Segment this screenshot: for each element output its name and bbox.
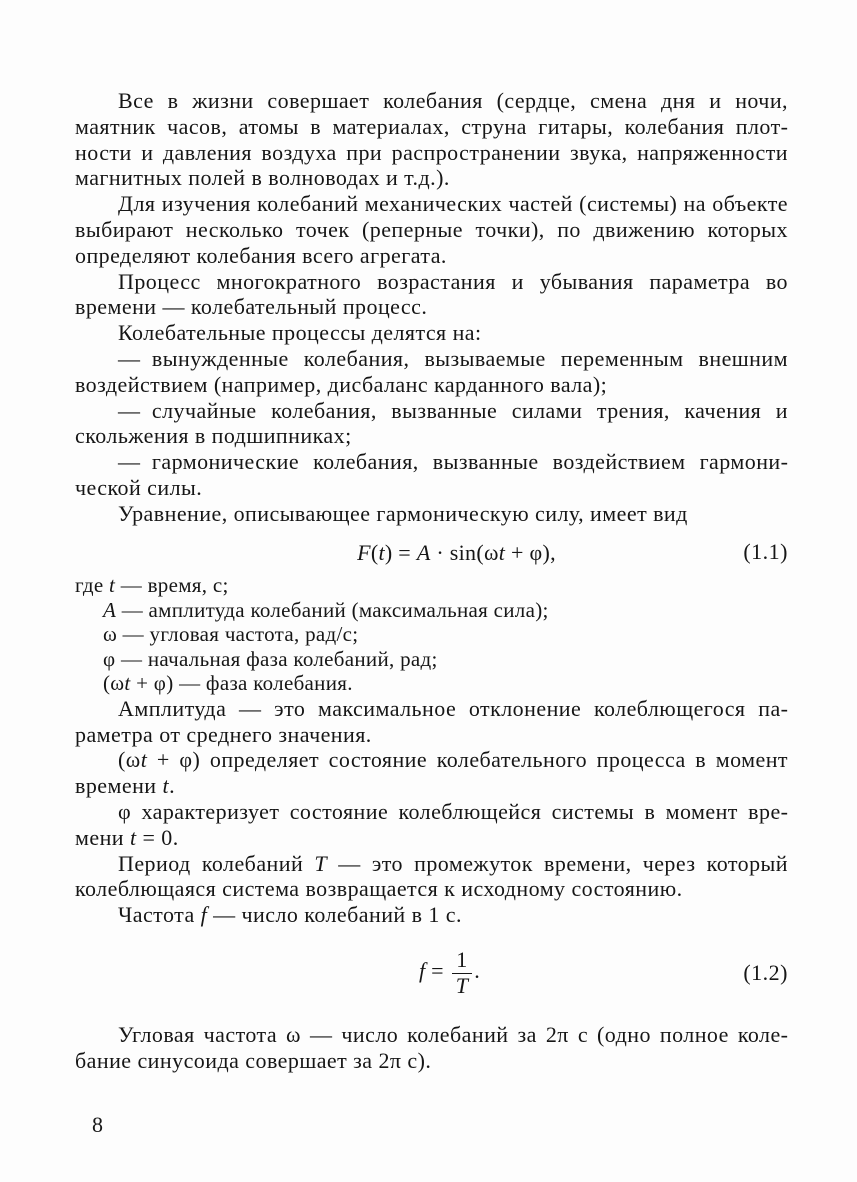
paragraph-amplitude-definition: Амплитуда — это максимальное отклонение колеблющегося параметра от среднего значения. (75, 695, 788, 747)
list-item-random-oscillations: — случайные колебания, вызванные силами трения, качения и скольжения в подшипниках; (75, 397, 788, 449)
equation-number: (1.2) (743, 960, 788, 986)
text-run: · sin(ω (430, 539, 499, 565)
paragraph-period-definition (75, 851, 788, 903)
text-run: A (103, 597, 117, 622)
text-run: — время, с; (115, 573, 229, 598)
text-run: — число колебаний в 1 с. (207, 902, 462, 928)
text-run: = (425, 958, 450, 984)
formula-harmonic-force (357, 540, 556, 566)
paragraph-frequency-definition (75, 902, 788, 928)
text-run: + φ), (505, 539, 556, 565)
text-run: T (314, 850, 328, 876)
paragraph-study-reference-points: Для изучения колебаний механических частей (системы) на объекте выбирают несколько точек (реперные точки), по движению которых определяют колебания всего агрегата. (75, 191, 788, 268)
list-item-harmonic-oscillations: — гармонические колебания, вызванные воздействием гармонической силы. (75, 449, 788, 500)
text-run: . (474, 958, 481, 984)
text-run: φ характеризует состояние колеблющейся системы в момент времени (75, 799, 788, 850)
text-run: — амплитуда колебаний (максимальная сила); (116, 597, 549, 622)
symbol-definitions-list (75, 573, 788, 696)
symbol-definition-amplitude (75, 598, 788, 623)
fraction-numerator: 1 (456, 947, 468, 973)
text-run: Период колебаний (118, 850, 315, 876)
text-run: F (357, 539, 371, 565)
paragraph-equation-lead: Уравнение, описывающее гармоническую силу, имеет вид (118, 500, 688, 526)
text-run: f (418, 958, 426, 984)
text-run: где (75, 573, 110, 598)
list-item-forced-oscillations: — вынужденные колебания, вызываемые переменным внешним воздействием (например, дисбаланс карданного вала); (75, 345, 788, 397)
symbol-definition-t (75, 573, 788, 598)
fraction-denominator: T (452, 973, 473, 999)
paragraph-oscillations-intro: Все в жизни совершает колебания (сердце, смена дня и ночи, маятник часов, атомы в материалах, струна гитары, колебания плотности и давления воздуха при распространении звука, напряженности магнитных полей в волноводах и т.д.). (75, 88, 788, 191)
text-run: t (162, 773, 170, 799)
text-run: ω — угловая частота, рад/с; (103, 622, 359, 647)
text-run: + φ) определяет состояние колебательного процесса в момент времени (75, 747, 788, 799)
text-run: ) = (384, 539, 417, 565)
symbol-definition-omega (75, 622, 788, 647)
paragraph-process-types-lead: Колебательные процессы делятся на: (118, 320, 482, 346)
text-run: t (109, 573, 116, 598)
symbol-definition-phi (75, 647, 788, 672)
text-run: + φ) — фаза колебания. (130, 671, 353, 696)
text-run: . (169, 773, 176, 799)
equation-1-1 (75, 540, 788, 566)
text-run: (ω (118, 747, 141, 773)
page-number: 8 (92, 1111, 103, 1137)
text-run: t (378, 539, 385, 565)
paragraph-initial-phase (75, 799, 788, 851)
paragraph-phase-state (75, 747, 788, 799)
paragraph-oscillatory-process-definition: Процесс многократного возрастания и убывания параметра во времени — колебательный процесс. (75, 268, 788, 320)
text-run: t (498, 539, 506, 565)
symbol-definition-phase (75, 671, 788, 696)
text-run: t (140, 747, 148, 773)
text-run: φ — начальная фаза колебаний, рад; (103, 646, 438, 671)
equation-1-2 (75, 948, 788, 998)
text-run: — это промежуток времени, через который колеблющаяся система возвращается к исходному состоянию. (75, 850, 788, 902)
fraction (452, 948, 473, 998)
text-run: (ω (103, 671, 125, 696)
text-run: = 0. (136, 824, 179, 850)
text-run: A (416, 539, 431, 565)
equation-number: (1.1) (743, 539, 788, 565)
text-run: Частота (118, 902, 201, 928)
text-run: t (129, 824, 137, 850)
formula-frequency (419, 948, 480, 998)
text-run: f (200, 902, 208, 928)
text-run: ( (370, 539, 379, 565)
paragraph-angular-frequency: Угловая частота ω — число колебаний за 2π с (одно полное колебание синусоида совершает за 2π с). (75, 1022, 788, 1074)
text-run: t (124, 671, 131, 696)
